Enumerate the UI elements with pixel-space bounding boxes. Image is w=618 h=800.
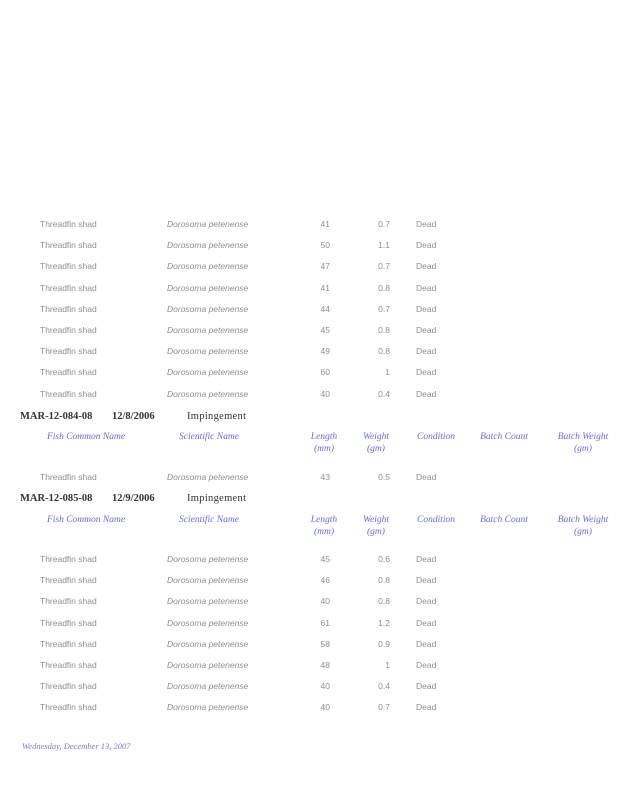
header-condition: Condition	[416, 515, 455, 525]
weight-cell: 0.8	[378, 282, 390, 293]
header-common-name: Fish Common Name	[46, 515, 126, 525]
length-cell: 44	[320, 303, 330, 314]
table-row	[0, 552, 618, 566]
table-row	[0, 679, 618, 693]
length-cell: 49	[320, 346, 330, 357]
condition-cell: Dead	[416, 367, 437, 378]
condition-cell: Dead	[416, 303, 437, 314]
length-cell: 48	[320, 660, 330, 670]
header-batch-weight	[548, 514, 618, 538]
table-row	[0, 637, 618, 651]
weight-cell: 0.6	[378, 554, 390, 564]
common-name-cell: Threadfin shad	[40, 702, 97, 713]
common-name-cell: Threadfin shad	[40, 596, 97, 607]
length-cell: 45	[320, 554, 330, 564]
header-batch-weight-unit: (gm)	[574, 444, 592, 454]
condition-cell: Dead	[416, 638, 437, 649]
common-name-cell: Threadfin shad	[40, 219, 97, 229]
weight-cell: 1	[385, 367, 390, 378]
header-batch-weight-label: Batch Weight	[557, 432, 609, 442]
section-sample-id: MAR-12-085-08	[20, 493, 93, 504]
column-headers	[0, 514, 618, 544]
table-row	[0, 700, 618, 714]
common-name-cell: Threadfin shad	[40, 554, 97, 564]
common-name-cell: Threadfin shad	[40, 638, 97, 649]
header-length-label: Length	[310, 515, 338, 525]
condition-cell: Dead	[416, 702, 437, 713]
condition-cell: Dead	[416, 240, 437, 251]
table-row	[0, 344, 618, 358]
header-weight	[360, 431, 392, 455]
table-row	[0, 365, 618, 379]
weight-cell: 1.1	[378, 240, 390, 251]
header-batch-weight	[548, 431, 618, 455]
scientific-name-cell: Dorosoma petenense	[167, 261, 249, 272]
header-batch-weight-unit: (gm)	[574, 527, 592, 537]
section-type: Impingement	[187, 411, 247, 422]
condition-cell: Dead	[416, 660, 437, 670]
table-row	[0, 616, 618, 630]
common-name-cell: Threadfin shad	[40, 240, 97, 251]
header-batch-count: Batch Count	[480, 432, 528, 442]
header-scientific-name: Scientific Name	[179, 432, 239, 442]
scientific-name-cell: Dorosoma petenense	[167, 388, 249, 399]
scientific-name-cell: Dorosoma petenense	[167, 702, 249, 713]
common-name-cell: Threadfin shad	[40, 660, 97, 670]
length-cell: 61	[320, 617, 330, 628]
header-weight-label: Weight	[362, 432, 390, 442]
table-row	[0, 238, 618, 252]
weight-cell: 0.7	[378, 219, 390, 229]
length-cell: 40	[320, 681, 330, 692]
header-length	[303, 514, 345, 538]
section-type: Impingement	[187, 493, 247, 504]
scientific-name-cell: Dorosoma petenense	[167, 303, 249, 314]
common-name-cell: Threadfin shad	[40, 472, 97, 482]
section-header	[20, 492, 580, 508]
weight-cell: 1	[385, 660, 390, 670]
common-name-cell: Threadfin shad	[40, 681, 97, 692]
common-name-cell: Threadfin shad	[40, 261, 97, 272]
condition-cell: Dead	[416, 617, 437, 628]
length-cell: 41	[320, 219, 330, 229]
header-length-label: Length	[310, 432, 338, 442]
header-common-name: Fish Common Name	[46, 432, 126, 442]
condition-cell: Dead	[416, 346, 437, 357]
footer-date: Wednesday, December 13, 2007	[22, 741, 131, 751]
length-cell: 58	[320, 638, 330, 649]
weight-cell: 0.4	[378, 681, 390, 692]
header-batch-weight-label: Batch Weight	[557, 515, 609, 525]
condition-cell: Dead	[416, 575, 437, 586]
section-date: 12/9/2006	[112, 493, 155, 504]
length-cell: 45	[320, 325, 330, 335]
header-scientific-name: Scientific Name	[179, 515, 239, 525]
scientific-name-cell: Dorosoma petenense	[167, 596, 249, 607]
common-name-cell: Threadfin shad	[40, 617, 97, 628]
scientific-name-cell: Dorosoma petenense	[167, 575, 249, 586]
condition-cell: Dead	[416, 388, 437, 399]
table-row	[0, 470, 618, 484]
weight-cell: 0.8	[378, 596, 390, 607]
length-cell: 47	[320, 261, 330, 272]
scientific-name-cell: Dorosoma petenense	[167, 240, 249, 251]
length-cell: 40	[320, 702, 330, 713]
condition-cell: Dead	[416, 472, 437, 482]
table-row	[0, 573, 618, 587]
length-cell: 60	[320, 367, 330, 378]
header-weight	[360, 514, 392, 538]
weight-cell: 1.2	[378, 617, 390, 628]
weight-cell: 0.7	[378, 261, 390, 272]
length-cell: 50	[320, 240, 330, 251]
table-row	[0, 658, 618, 672]
length-cell: 46	[320, 575, 330, 586]
scientific-name-cell: Dorosoma petenense	[167, 554, 249, 564]
weight-cell: 0.8	[378, 346, 390, 357]
weight-cell: 0.7	[378, 303, 390, 314]
header-weight-label: Weight	[362, 515, 390, 525]
header-length	[303, 431, 345, 455]
weight-cell: 0.7	[378, 702, 390, 713]
scientific-name-cell: Dorosoma petenense	[167, 472, 249, 482]
condition-cell: Dead	[416, 596, 437, 607]
weight-cell: 0.4	[378, 388, 390, 399]
common-name-cell: Threadfin shad	[40, 388, 97, 399]
section-sample-id: MAR-12-084-08	[20, 411, 93, 422]
scientific-name-cell: Dorosoma petenense	[167, 638, 249, 649]
scientific-name-cell: Dorosoma petenense	[167, 325, 249, 335]
common-name-cell: Threadfin shad	[40, 325, 97, 335]
scientific-name-cell: Dorosoma petenense	[167, 367, 249, 378]
condition-cell: Dead	[416, 282, 437, 293]
table-row	[0, 217, 618, 231]
table-row	[0, 387, 618, 401]
table-row	[0, 259, 618, 273]
common-name-cell: Threadfin shad	[40, 367, 97, 378]
common-name-cell: Threadfin shad	[40, 303, 97, 314]
length-cell: 40	[320, 596, 330, 607]
table-row	[0, 323, 618, 337]
header-weight-unit: (gm)	[367, 444, 385, 454]
table-row	[0, 302, 618, 316]
column-headers	[0, 431, 618, 461]
condition-cell: Dead	[416, 325, 437, 335]
condition-cell: Dead	[416, 681, 437, 692]
scientific-name-cell: Dorosoma petenense	[167, 282, 249, 293]
length-cell: 40	[320, 388, 330, 399]
weight-cell: 0.8	[378, 575, 390, 586]
header-batch-count: Batch Count	[480, 515, 528, 525]
condition-cell: Dead	[416, 554, 437, 564]
table-row	[0, 594, 618, 608]
condition-cell: Dead	[416, 261, 437, 272]
table-row	[0, 281, 618, 295]
header-length-unit: (mm)	[313, 527, 335, 537]
scientific-name-cell: Dorosoma petenense	[167, 219, 249, 229]
scientific-name-cell: Dorosoma petenense	[167, 681, 249, 692]
scientific-name-cell: Dorosoma petenense	[167, 660, 249, 670]
common-name-cell: Threadfin shad	[40, 346, 97, 357]
header-condition: Condition	[416, 432, 455, 442]
header-weight-unit: (gm)	[367, 527, 385, 537]
common-name-cell: Threadfin shad	[40, 282, 97, 293]
weight-cell: 0.8	[378, 325, 390, 335]
length-cell: 41	[320, 282, 330, 293]
header-length-unit: (mm)	[313, 444, 335, 454]
condition-cell: Dead	[416, 219, 437, 229]
weight-cell: 0.9	[378, 638, 390, 649]
common-name-cell: Threadfin shad	[40, 575, 97, 586]
section-header	[20, 410, 580, 426]
section-date: 12/8/2006	[112, 411, 155, 422]
weight-cell: 0.5	[378, 472, 390, 482]
length-cell: 43	[320, 472, 330, 482]
scientific-name-cell: Dorosoma petenense	[167, 346, 249, 357]
scientific-name-cell: Dorosoma petenense	[167, 617, 249, 628]
